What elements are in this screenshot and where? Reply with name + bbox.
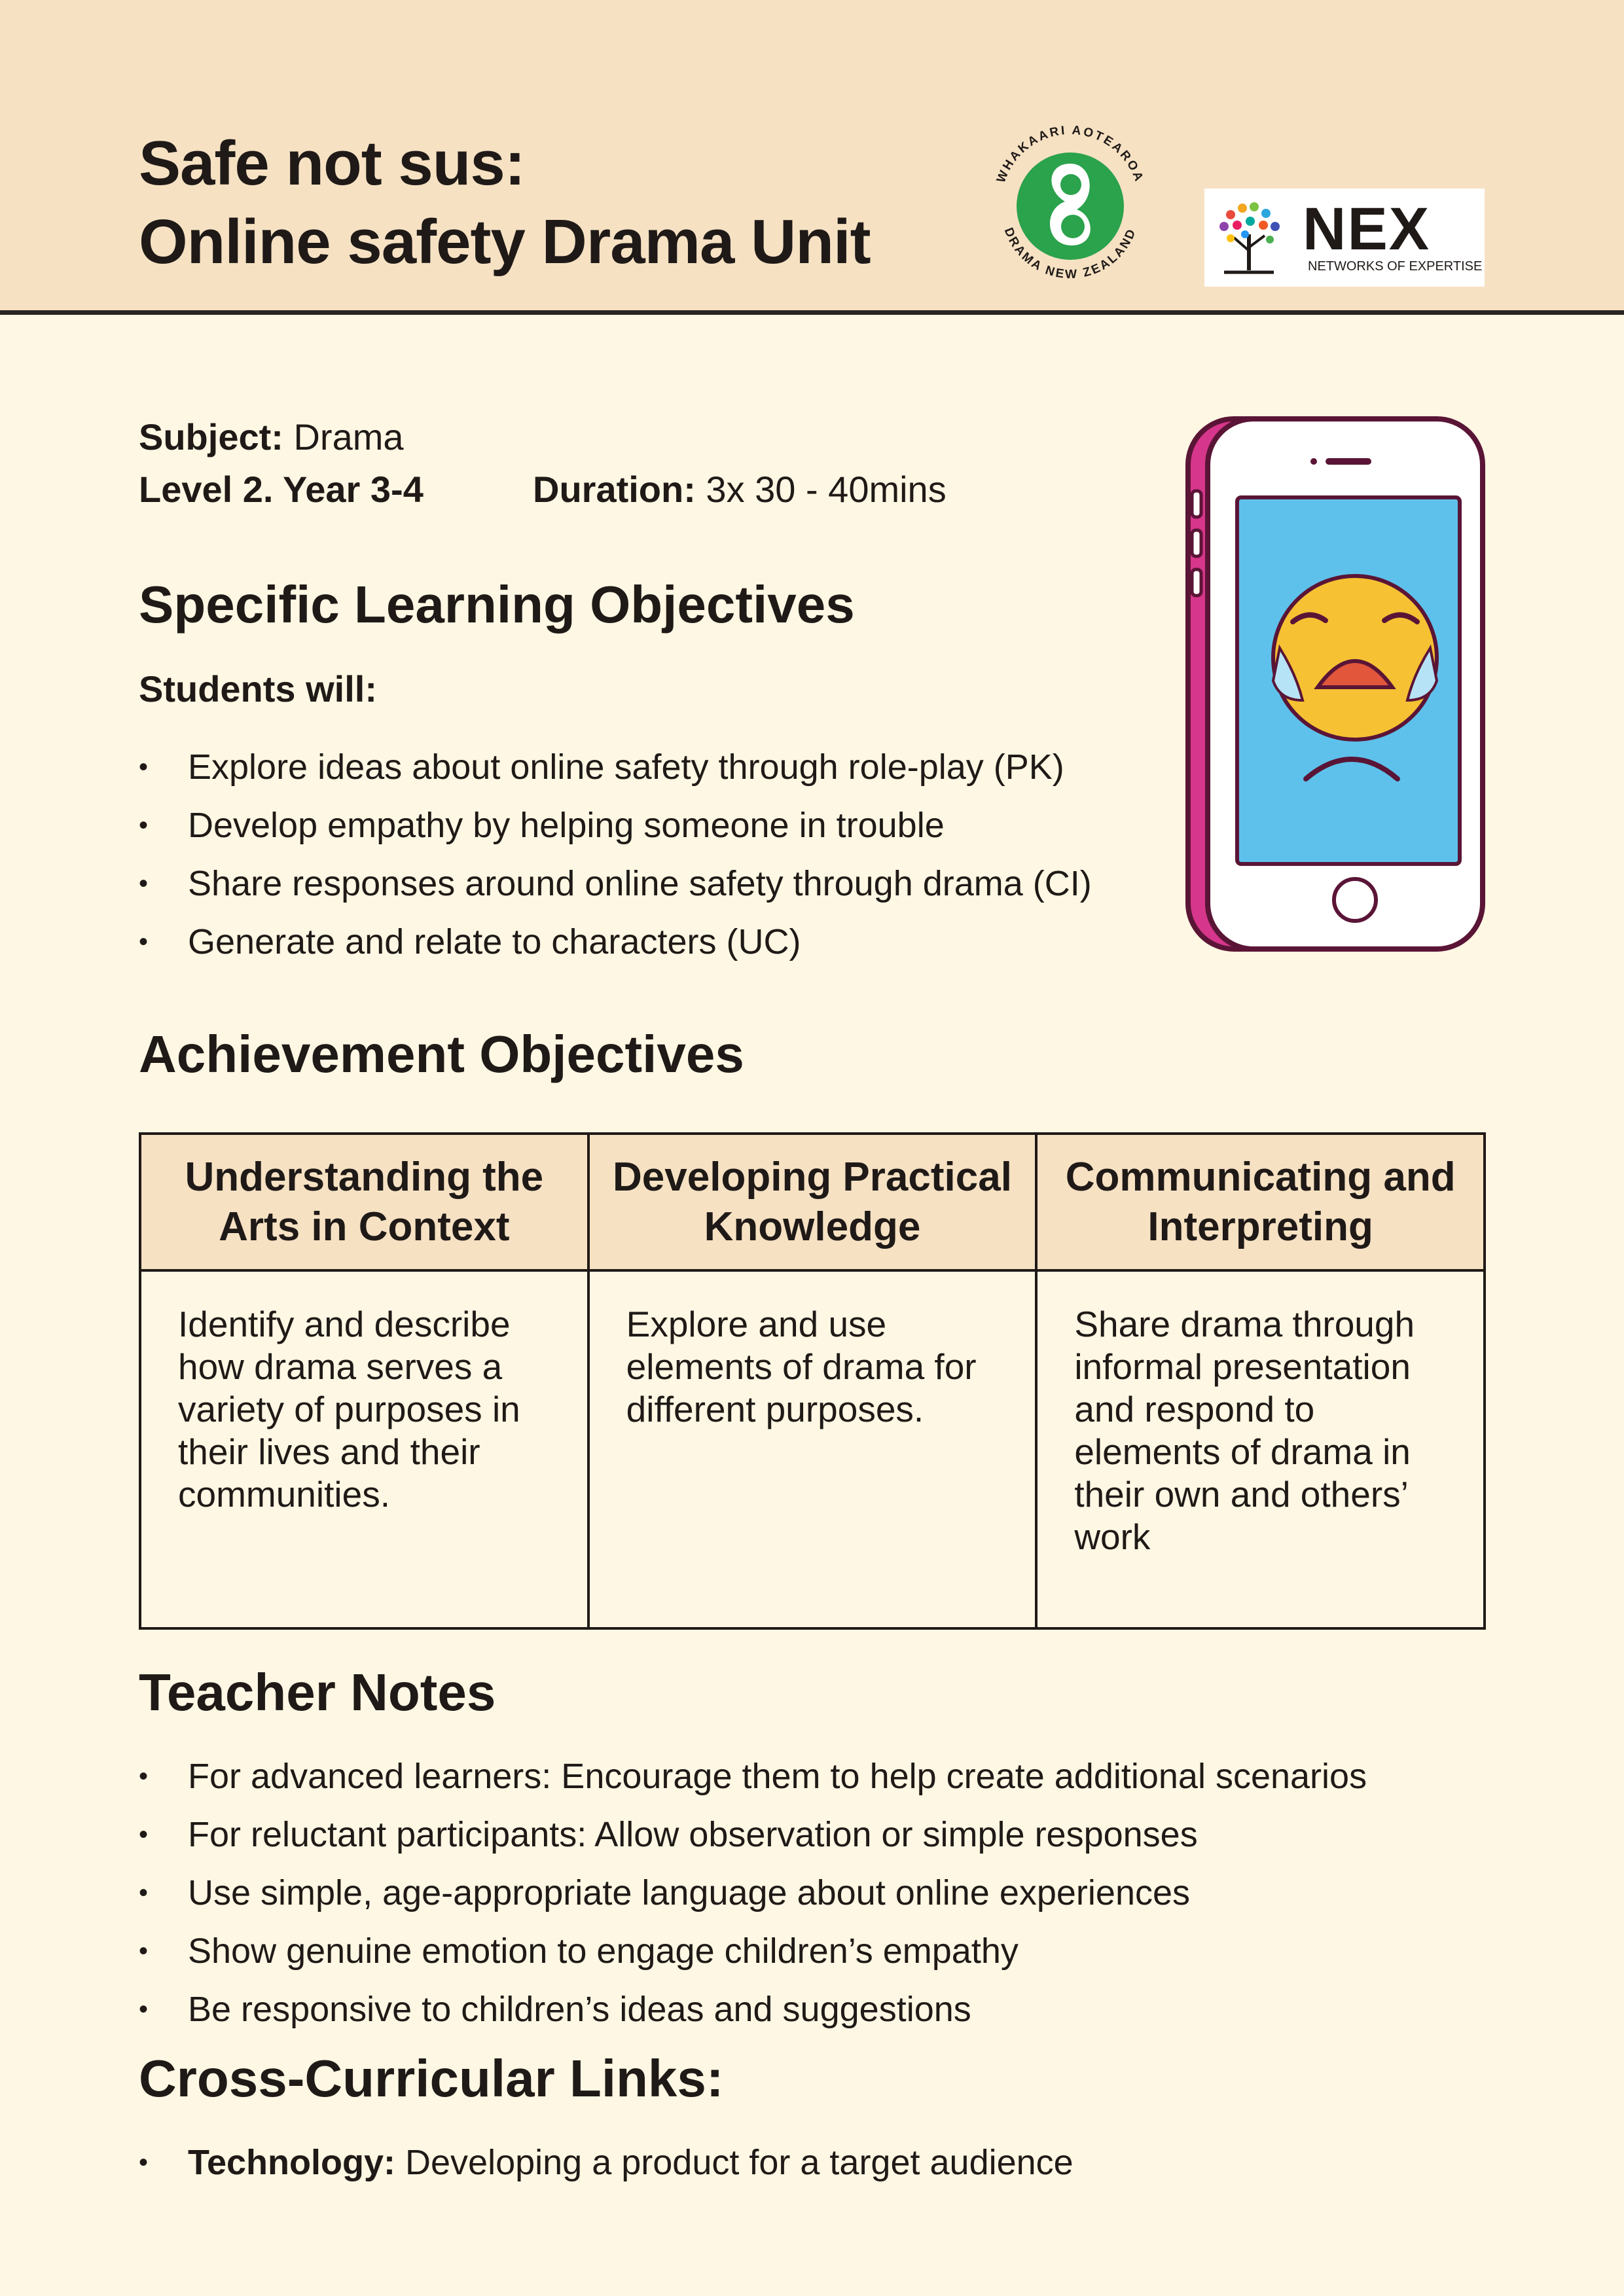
nex-subtext: NETWORKS OF EXPERTISE <box>1308 259 1483 274</box>
list-item: • Explore ideas about online safety through role-play (PK) <box>139 738 1092 797</box>
students-will-label: Students will: <box>139 668 377 709</box>
cross-curricular-list <box>139 2134 1074 2192</box>
nex-logo <box>1204 188 1485 287</box>
list-item: • Share responses around online safety through drama (CI) <box>139 855 1092 913</box>
list-item <box>139 2134 1074 2192</box>
duration-value: 3x 30 - 40mins <box>706 469 947 510</box>
list-item: • Be responsive to children’s ideas and suggestions <box>139 1981 1367 2039</box>
level-text: Level 2. Year 3-4 <box>139 469 424 510</box>
teacher-notes-list <box>139 1748 1367 2039</box>
list-item: • Use simple, age-appropriate language about online experiences <box>139 1864 1367 1922</box>
table-row <box>140 1270 1485 1628</box>
list-item: • For reluctant participants: Allow observation or simple responses <box>139 1806 1367 1864</box>
list-item: • For advanced learners: Encourage them to help create additional scenarios <box>139 1748 1367 1806</box>
subject-label: Subject: <box>139 416 283 457</box>
subject-line <box>139 411 424 463</box>
drama-nz-logo <box>985 111 1155 295</box>
cross-curricular-heading: Cross-Curricular Links: <box>139 2049 724 2108</box>
table-cell: Explore and use elements of drama for different purposes. <box>588 1270 1037 1628</box>
duration-line <box>533 463 947 516</box>
list-item: • Develop empathy by helping someone in trouble <box>139 797 1092 855</box>
table-cell: Share drama through informal presentation and respond to elements of drama in their own and others’ work <box>1036 1270 1485 1628</box>
level-line <box>139 463 424 516</box>
table-header-row <box>140 1134 1485 1270</box>
unit-meta <box>139 411 947 516</box>
learning-objectives-heading: Specific Learning Objectives <box>139 575 855 634</box>
page-title <box>139 124 871 281</box>
teacher-notes-heading: Teacher Notes <box>139 1663 496 1721</box>
title-line-2: Online safety Drama Unit <box>139 207 871 277</box>
list-item: • Generate and relate to characters (UC) <box>139 913 1092 971</box>
duration-label: Duration: <box>533 469 696 510</box>
list-item: • Show genuine emotion to engage children’s empathy <box>139 1922 1367 1981</box>
svg-text:DRAMA NEW ZEALAND: DRAMA NEW ZEALAND <box>1001 226 1140 282</box>
title-line-1: Safe not sus: <box>139 128 525 198</box>
column-header: Communicating and Interpreting <box>1036 1134 1485 1270</box>
link-description: Developing a product for a target audience <box>405 2143 1074 2182</box>
sad-phone-illustration <box>1182 412 1489 956</box>
nex-wordmark: NEX <box>1303 196 1431 262</box>
svg-text:WHAKAARI AOTEAROA: WHAKAARI AOTEAROA <box>994 123 1147 185</box>
column-header: Understanding the Arts in Context <box>140 1134 588 1270</box>
link-subject-label: Technology: <box>188 2143 395 2182</box>
subject-value: Drama <box>293 416 404 457</box>
column-header: Developing Practical Knowledge <box>588 1134 1037 1270</box>
achievement-objectives-heading: Achievement Objectives <box>139 1025 744 1083</box>
learning-objectives-list <box>139 738 1092 971</box>
table-cell: Identify and describe how drama serves a variety of purposes in their lives and their communities. <box>140 1270 588 1628</box>
achievement-objectives-table <box>139 1132 1486 1630</box>
